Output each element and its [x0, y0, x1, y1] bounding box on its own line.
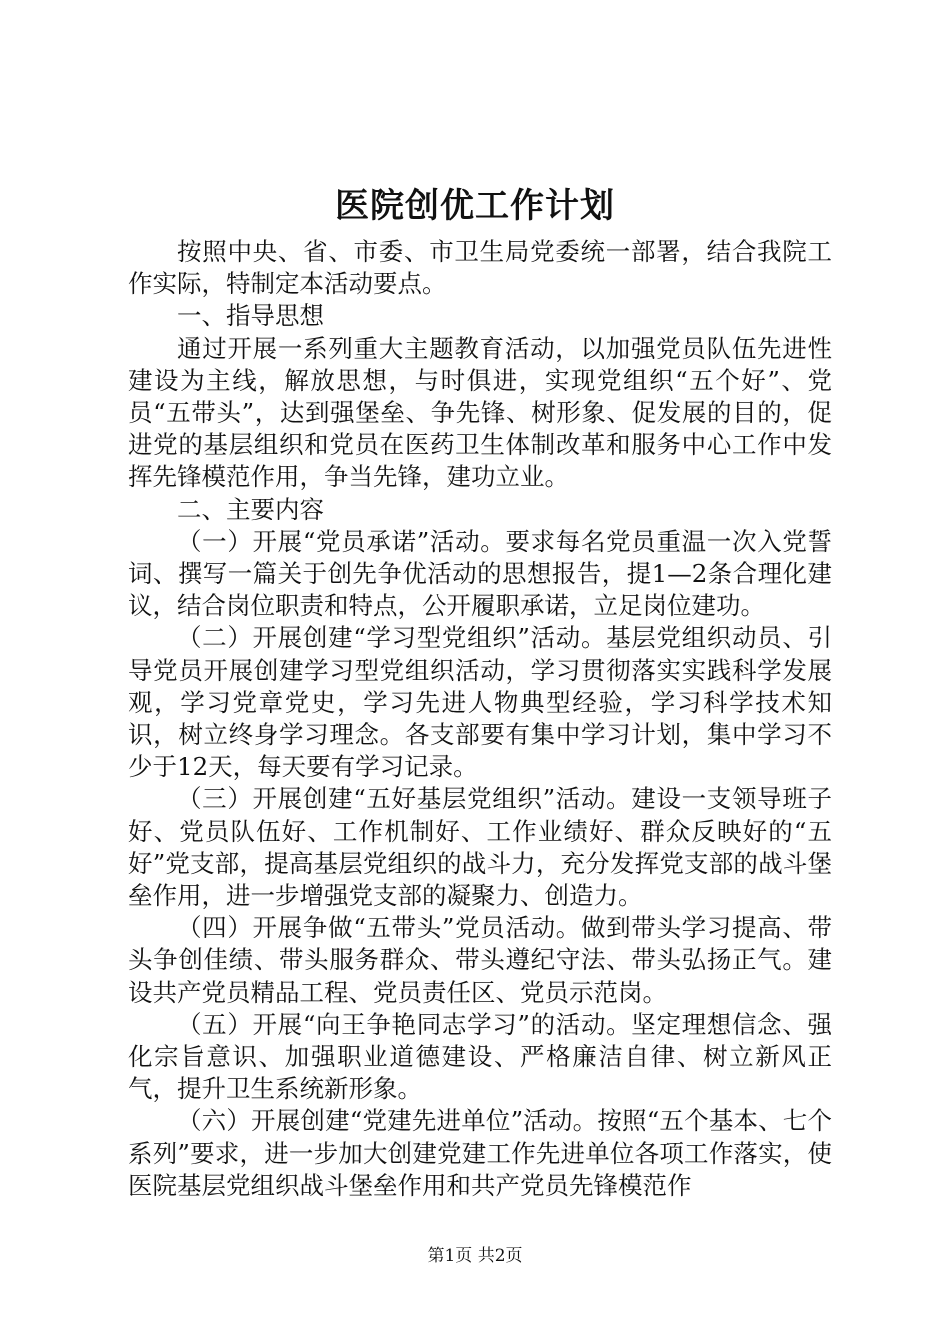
content-item-4: （四）开展争做“五带头”党员活动。做到带头学习提高、带头争创佳绩、带头服务群众、带头遵纪守法、带头弘扬正气。建设共产党员精品工程、党员责任区、党员示范岗。 [128, 913, 832, 1007]
document-title: 医院创优工作计划 [335, 186, 615, 226]
section-heading-main-content: 二、主要内容 [177, 494, 324, 524]
content-item-2: （二）开展创建“学习型党组织”活动。基层党组织动员、引导党员开展创建学习型党组织活动，学习贯彻落实实践科学发展观，学习党章党史，学习先进人物典型经验，学习科学技术知识，树立终身学习理念。各支部要有集中学习计划，集中学习不少于12天，每天要有学习记录。 [128, 623, 832, 782]
content-item-1: （一）开展“党员承诺”活动。要求每名党员重温一次入党誓词、撰写一篇关于创先争优活动的思想报告，提1—2条合理化建议，结合岗位职责和特点，公开履职承诺，立足岗位建功。 [128, 526, 832, 621]
content-item-5: （五）开展“向王争艳同志学习”的活动。坚定理想信念、强化宗旨意识、加强职业道德建设、严格廉洁自律、树立新风正气，提升卫生系统新形象。 [128, 1009, 832, 1104]
intro-paragraph: 按照中央、省、市委、市卫生局党委统一部署，结合我院工作实际，特制定本活动要点。 [128, 237, 832, 299]
guiding-thought-paragraph: 通过开展一系列重大主题教育活动，以加强党员队伍先进性建设为主线，解放思想，与时俱进，实现党组织“五个好”、党员“五带头”，达到强堡垒、争先锋、树形象、促发展的目的，促进党的基层组织和党员在医药卫生体制改革和服务中心工作中发挥先锋模范作用，争当先锋，建功立业。 [128, 333, 832, 492]
content-item-3: （三）开展创建“五好基层党组织”活动。建设一支领导班子好、党员队伍好、工作机制好、工作业绩好、群众反映好的“五好”党支部，提高基层党组织的战斗力，充分发挥党支部的战斗堡垒作用，进一步增强党支部的凝聚力、创造力。 [128, 784, 832, 911]
document-body [128, 236, 832, 1202]
page-footer: 第1页 共2页 [427, 1246, 523, 1266]
section-heading-guiding-thought: 一、指导思想 [177, 301, 324, 331]
content-item-6: （六）开展创建“党建先进单位”活动。按照“五个基本、七个系列”要求，进一步加大创建党建工作先进单位各项工作落实，使医院基层党组织战斗堡垒作用和共产党员先锋模范作 [128, 1106, 832, 1200]
